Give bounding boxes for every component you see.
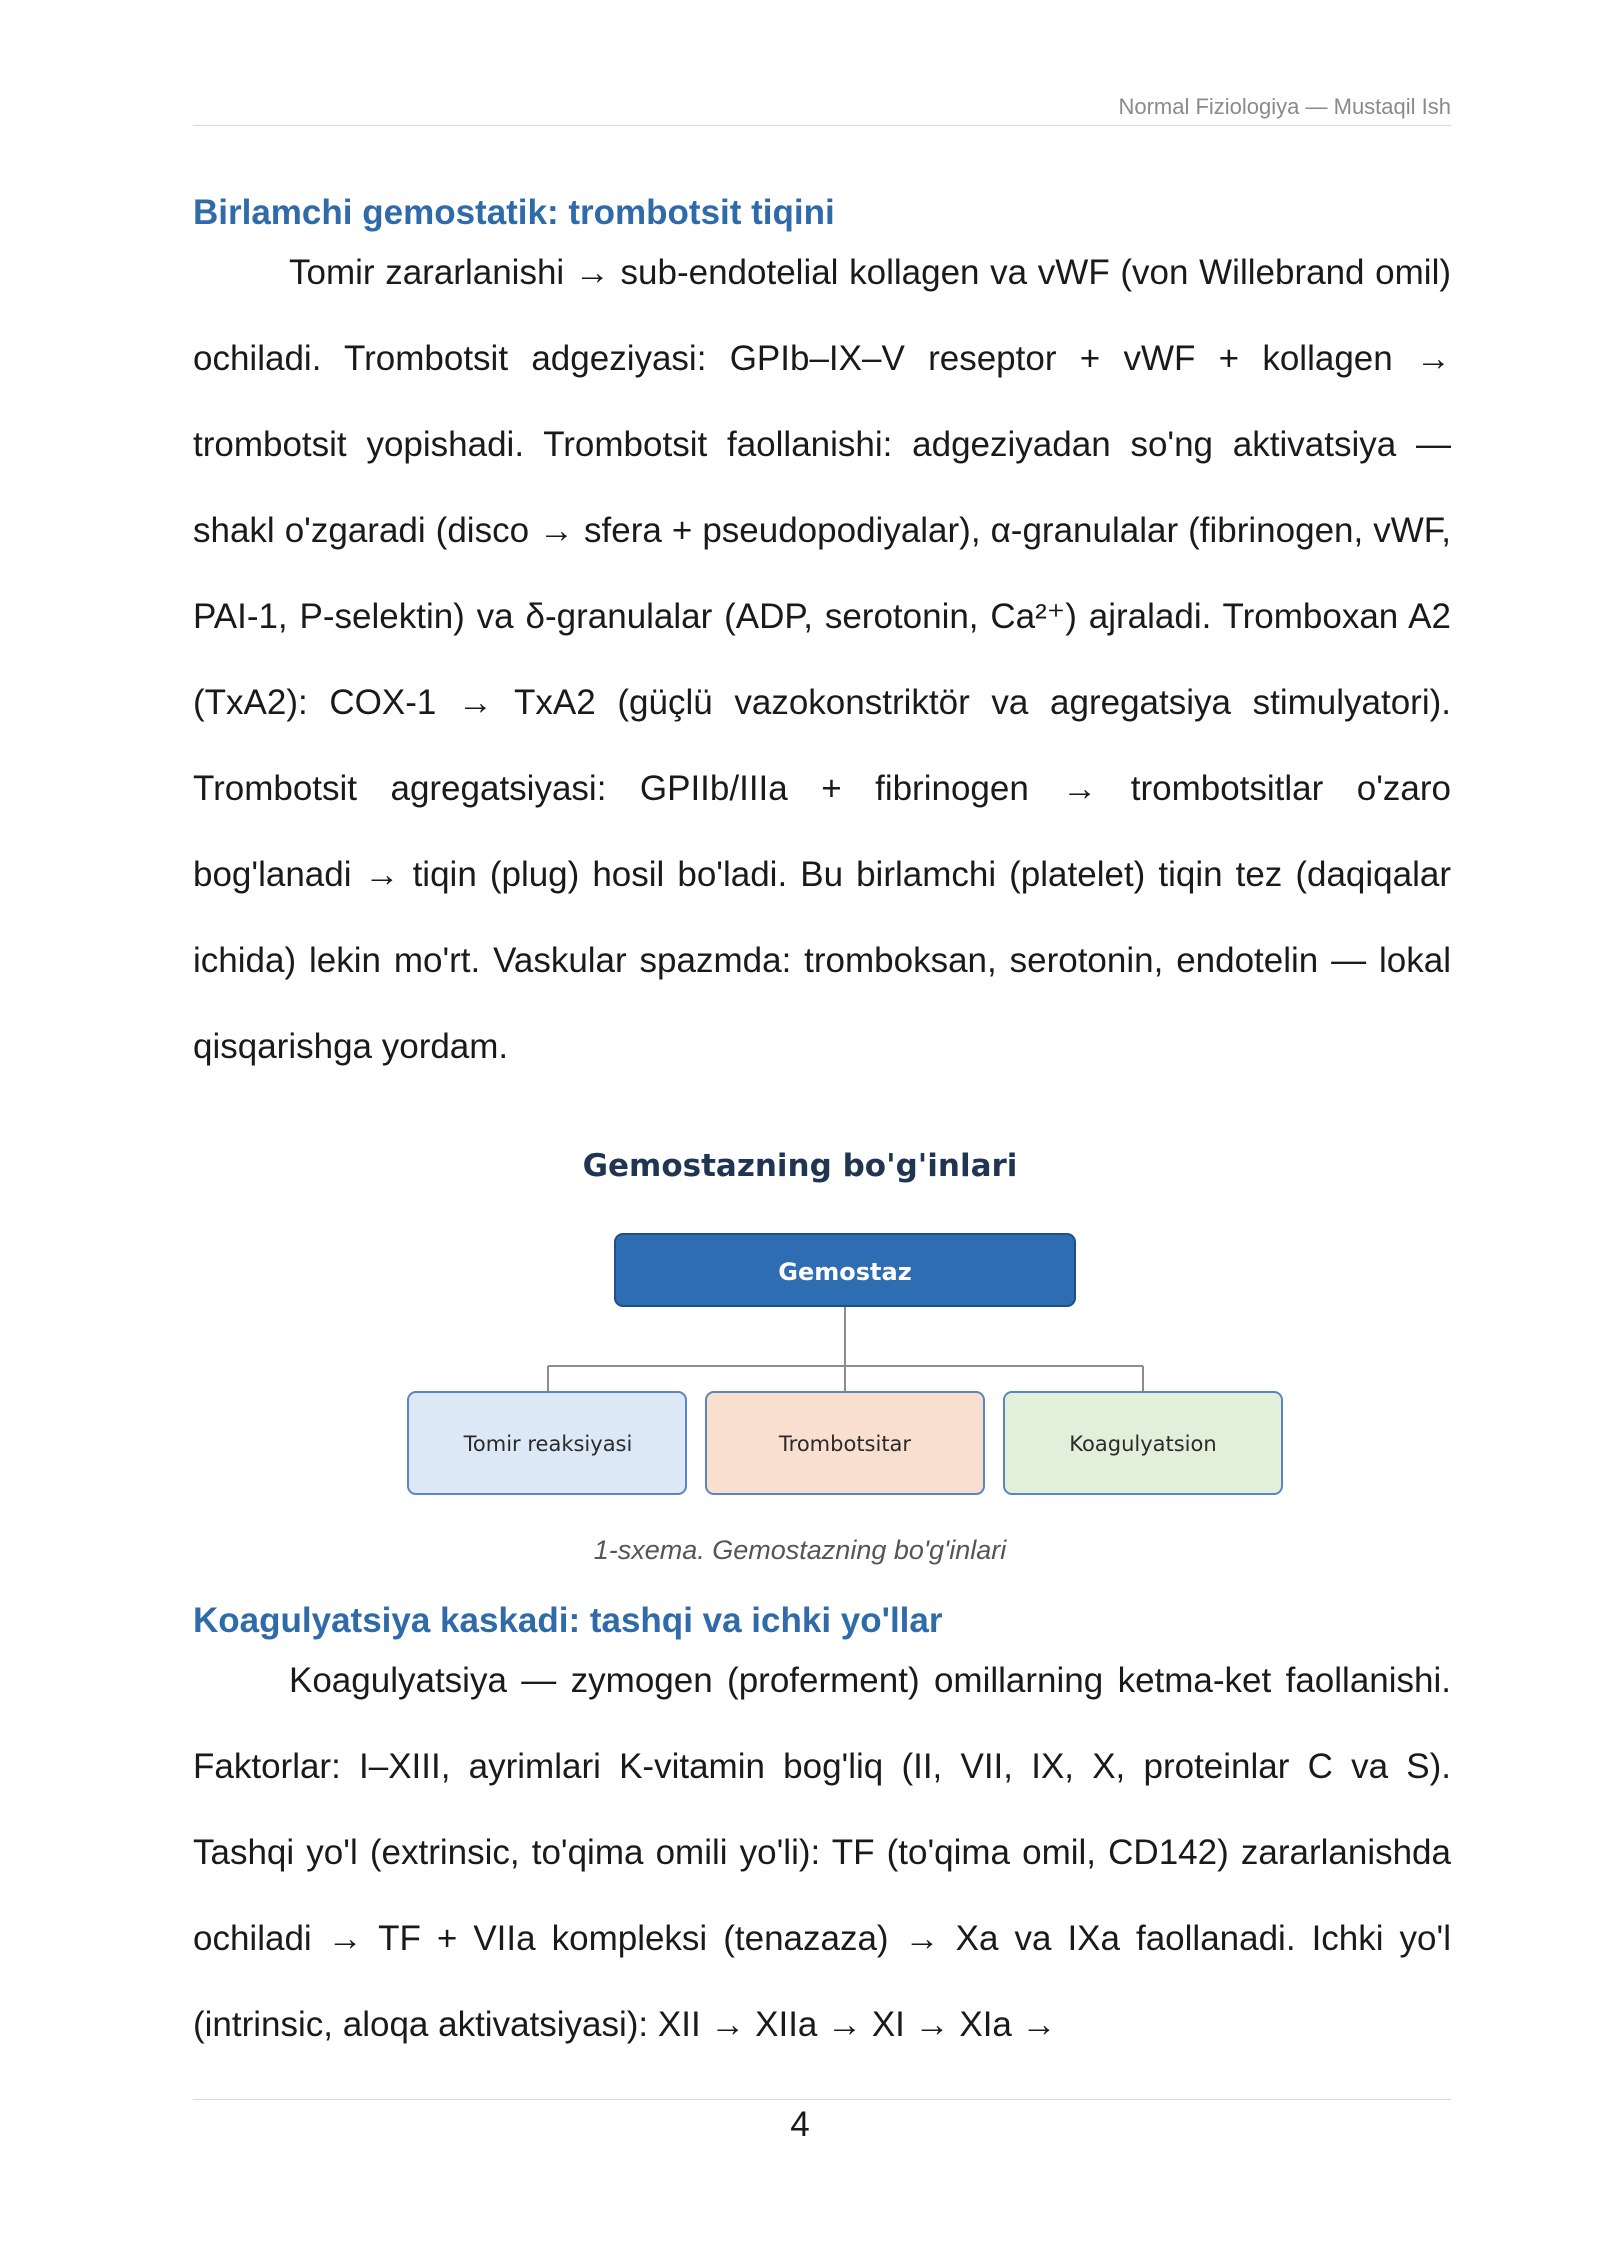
diagram-child-node-koagulyatsion	[1004, 1392, 1282, 1494]
section-heading-coagulation-cascade: Koagulyatsiya kaskadi: tashqi va ichki yo'llar	[193, 1601, 943, 1640]
section-heading-primary-hemostasis: Birlamchi gemostatik: trombotsit tiqini	[193, 193, 835, 232]
diagram-child-node-tomir	[408, 1392, 686, 1494]
root-node-label: Gemostaz	[778, 1258, 912, 1286]
header-divider	[193, 125, 1451, 126]
child-node-label: Trombotsitar	[778, 1432, 912, 1456]
figure-caption: 1-sxema. Gemostazning bo'g'inlari	[593, 1535, 1007, 1565]
diagram-connectors	[548, 1306, 1143, 1392]
paragraph-primary-hemostasis: Tomir zararlanishi → sub-endotelial kollagen va vWF (von Willebrand omil) ochiladi. Trombotsit adgeziyasi: GPIb–IX–V reseptor + vWF + kollagen → trombotsit yopishadi. Trombotsit faollanishi: adgeziyadan so'ng aktivatsiya — shakl o'zgaradi (disco → sfera + pseudopodiyalar), α-granulalar (fibrinogen, vWF, PAI-1, P-selektin) va δ-granulalar (ADP, serotonin, Ca²⁺) ajraladi. Tromboxan A2 (TxA2): COX-1 → TxA2 (güçlü vazokonstriktör va agregatsiya stimulyatori). Trombotsit agregatsiyasi: GPIIb/IIIa + fibrinogen → trombotsitlar o'zaro bog'lanadi → tiqin (plug) hosil bo'ladi. Bu birlamchi (platelet) tiqin tez (daqiqalar ichida) lekin mo'rt. Vaskular spazmda: tromboksan, serotonin, endotelin — lokal qisqarishga yordam.	[193, 253, 1451, 1066]
figure-title: Gemostazning bo'g'inlari	[582, 1148, 1018, 1184]
page-number: 4	[790, 2105, 810, 2144]
diagram-root-node	[615, 1234, 1075, 1306]
diagram-child-node-trombotsitar	[706, 1392, 984, 1494]
paragraph-coagulation-cascade: Koagulyatsiya — zymogen (proferment) omillarning ketma-ket faollanishi. Faktorlar: I–XIII, ayrimlari K-vitamin bog'liq (II, VII, IX, X, proteinlar C va S). Tashqi yo'l (extrinsic, to'qima omili yo'li): TF (to'qima omil, CD142) zararlanishda ochiladi → TF + VIIa kompleksi (tenazaza) → Xa va IXa faollanadi. Ichki yo'l (intrinsic, aloqa aktivatsiyasi): XII → XIIa → XI → XIa →	[193, 1661, 1451, 2044]
footer-divider	[193, 2099, 1451, 2100]
child-node-label: Tomir reaksiyasi	[463, 1432, 633, 1456]
child-node-label: Koagulyatsion	[1069, 1432, 1217, 1456]
hemostasis-diagram	[0, 1200, 1600, 1520]
running-header: Normal Fiziologiya — Mustaqil Ish	[1118, 94, 1451, 119]
